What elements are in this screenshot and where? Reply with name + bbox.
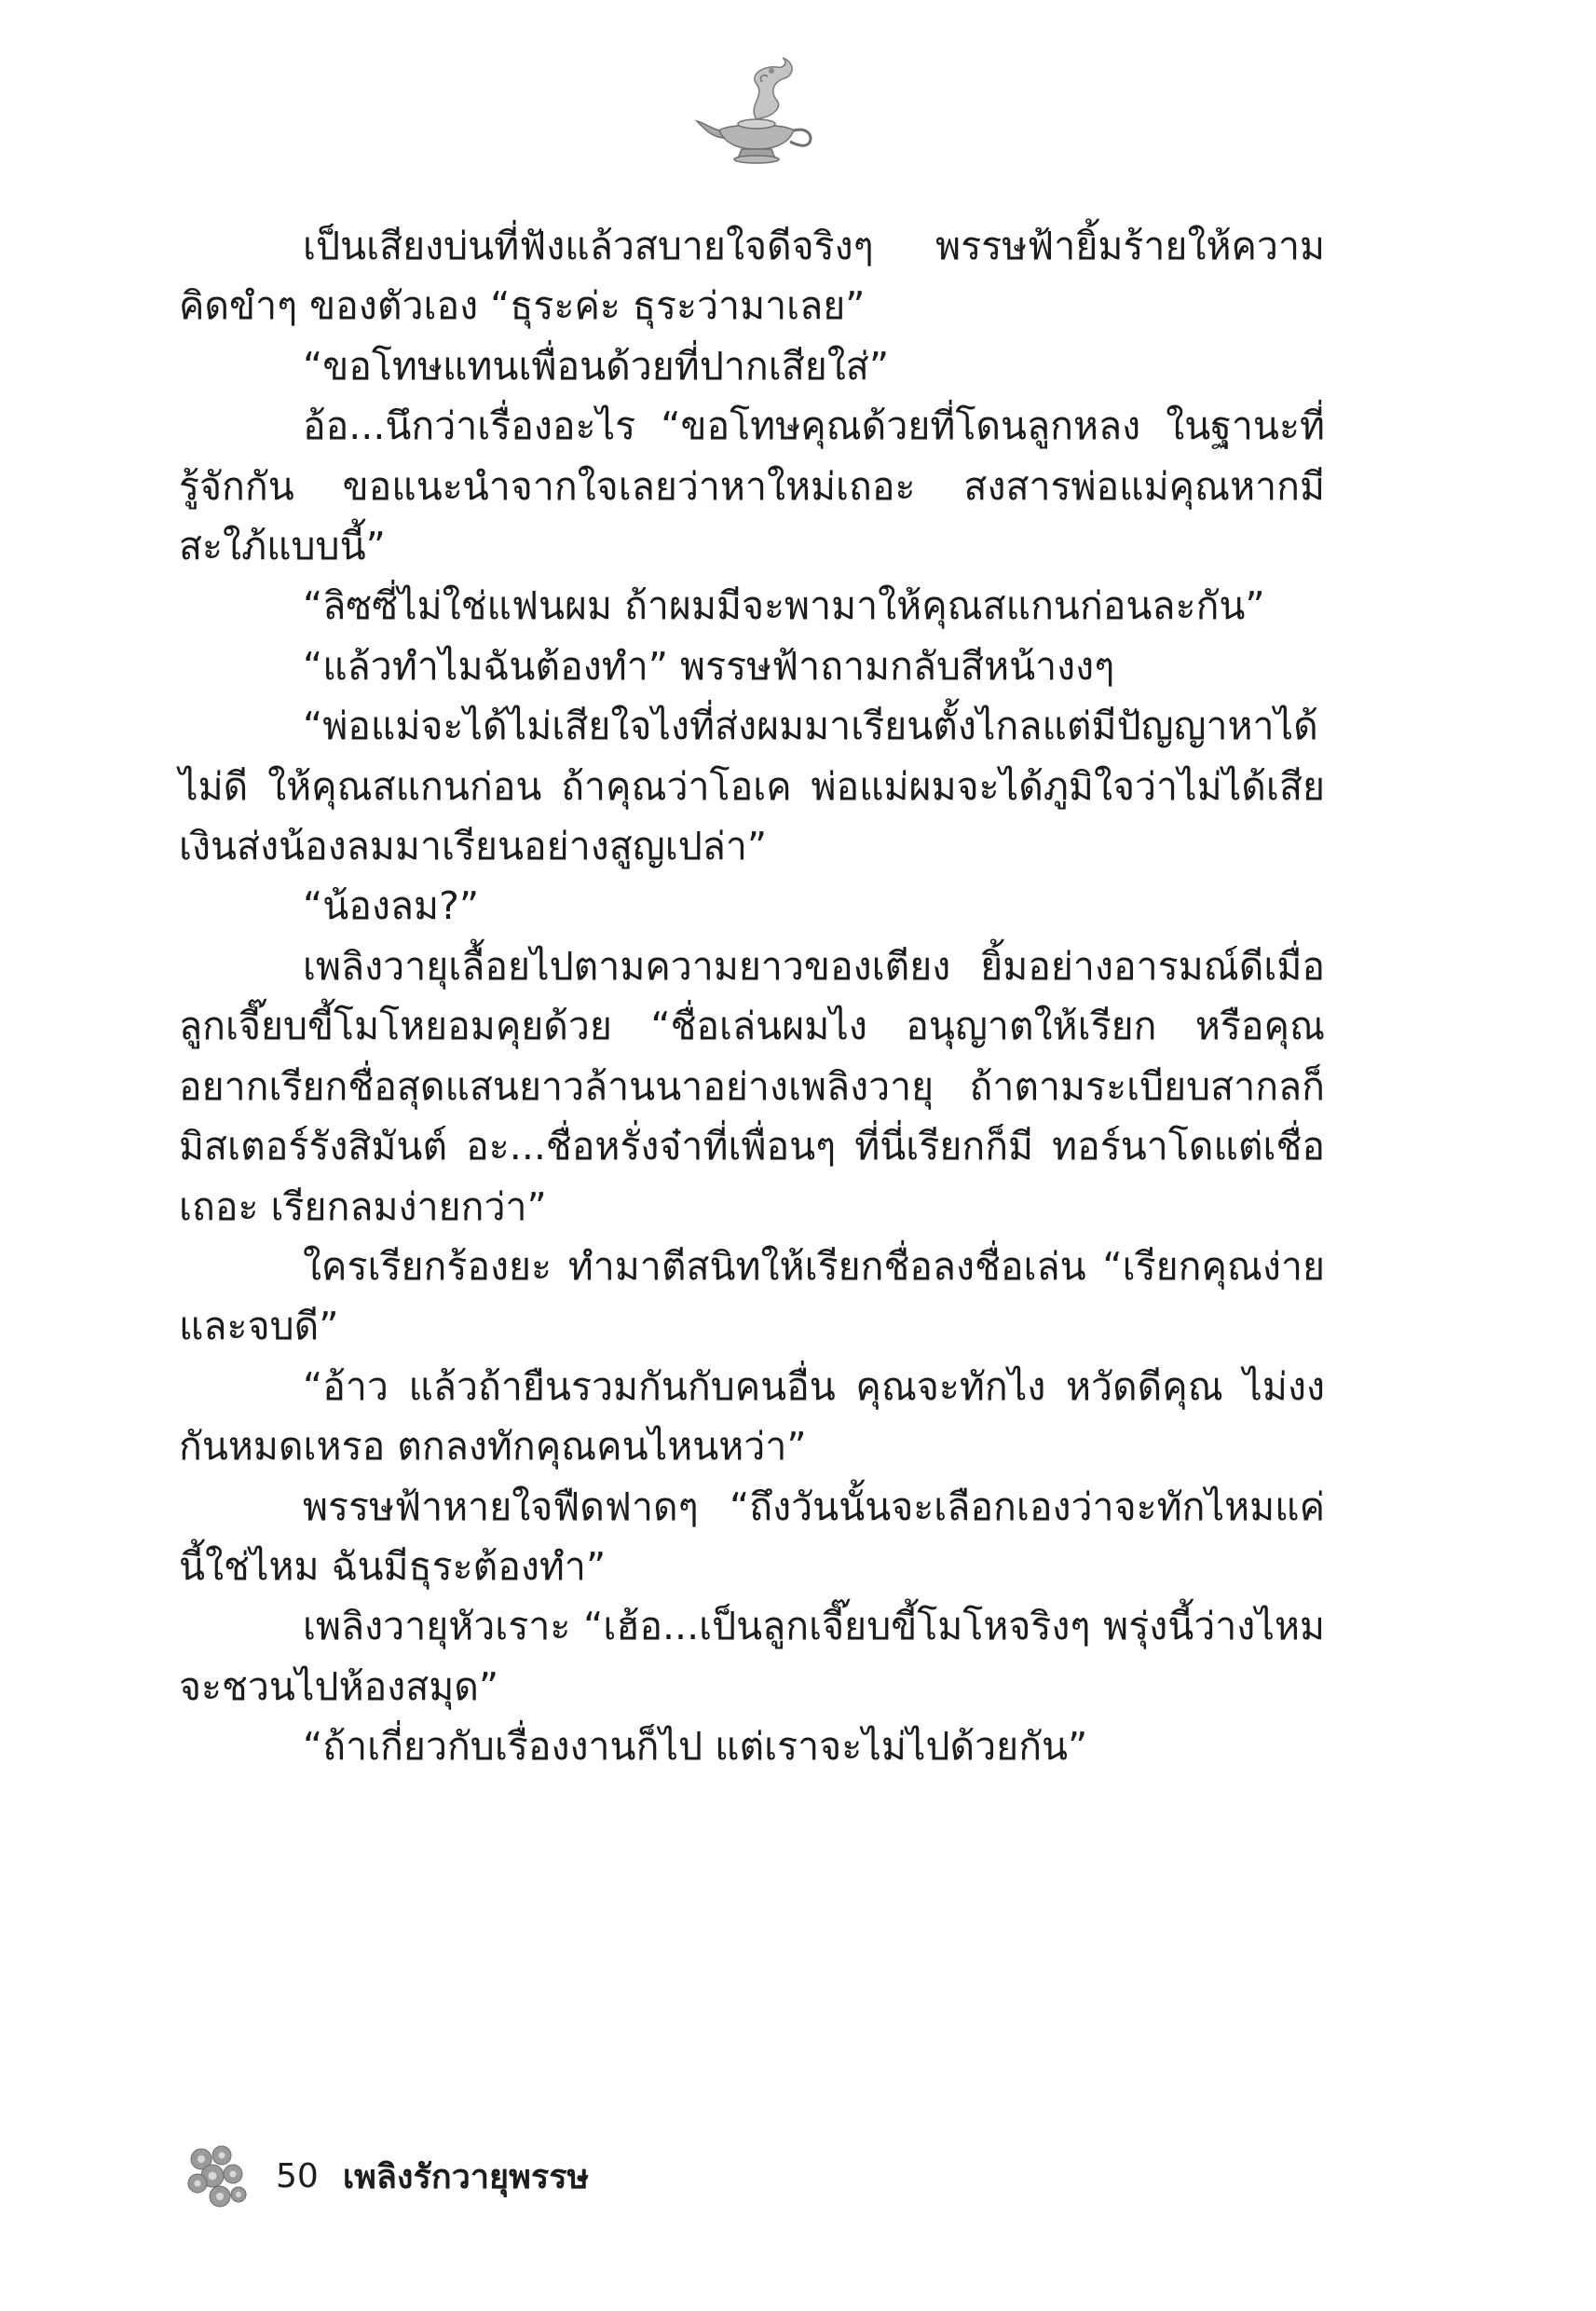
book-title: เพลิงรักวายุพรรษ xyxy=(342,2157,590,2196)
paragraph: “แล้วทำไมฉันต้องทำ” พรรษฟ้าถามกลับสีหน้างงๆ xyxy=(303,643,1115,689)
magic-lamp-genie-icon xyxy=(691,54,822,166)
body-text xyxy=(179,216,1325,1777)
paragraph: “อ้าว แล้วถ้ายืนรวมกันกับคนอื่น คุณจะทักไง หวัดดีคุณ ไม่งงกันหมดเหรอ ตกลงทักคุณคนไหนหว่า” xyxy=(179,1363,1325,1470)
paragraph: “พ่อแม่จะได้ไม่เสียใจไงที่ส่งผมมาเรียนตั้งไกลแต่มีปัญญาหาได้ไม่ดี ให้คุณสแกนก่อน ถ้าคุณว่าโอเค พ่อแม่ผมจะได้ภูมิใจว่าไม่ได้เสียเงินส่งน้องลมมาเรียนอย่างสูญเปล่า” xyxy=(179,704,1325,869)
paragraph: “ลิซซี่ไม่ใช่แฟนผม ถ้าผมมีจะพามาให้คุณสแกนก่อนละกัน” xyxy=(303,583,1265,629)
page-footer xyxy=(179,2134,589,2218)
paragraph: เพลิงวายุเลื้อยไปตามความยาวของเตียง ยิ้มอย่างอารมณ์ดีเมื่อลูกเจี๊ยบขี้โมโหยอมคุยด้วย “ชื่อเล่นผมไง อนุญาตให้เรียก หรือคุณอยากเรียกชื่อสุดแสนยาวล้านนาอย่างเพลิงวายุ ถ้าตามระเบียบสากลก็มิสเตอร์รังสิมันต์ อะ...ชื่อหรั่งจ๋าที่เพื่อนๆ ที่นี่เรียกก็มี ทอร์นาโดแต่เชื่อเถอะ เรียกลมง่ายกว่า” xyxy=(179,943,1325,1229)
paragraph: “ถ้าเกี่ยวกับเรื่องงานก็ไป แต่เราจะไม่ไปด้วยกัน” xyxy=(303,1724,1088,1770)
page-number: 50 xyxy=(276,2156,319,2195)
flower-cluster-icon xyxy=(179,2139,253,2213)
paragraph: เป็นเสียงบ่นที่ฟังแล้วสบายใจดีจริงๆ พรรษฟ้ายิ้มร้ายให้ความคิดขำๆ ของตัวเอง “ธุระค่ะ ธุระว่ามาเลย” xyxy=(179,224,1325,329)
paragraph: อ้อ...นึกว่าเรื่องอะไร “ขอโทษคุณด้วยที่โดนลูกหลง ในฐานะที่รู้จักกัน ขอแนะนำจากใจเลยว่าหาใหม่เถอะ สงสารพ่อแม่คุณหากมีสะใภ้แบบนี้” xyxy=(179,403,1325,569)
paragraph: เพลิงวายุหัวเราะ “เฮ้อ...เป็นลูกเจี๊ยบขี้โมโหจริงๆ พรุ่งนี้ว่างไหมจะชวนไปห้องสมุด” xyxy=(179,1604,1325,1709)
paragraph: ใครเรียกร้องยะ ทำมาตีสนิทให้เรียกชื่อลงชื่อเล่น “เรียกคุณง่ายและจบดี” xyxy=(179,1243,1325,1349)
paragraph: พรรษฟ้าหายใจฟืดฟาดๆ “ถึงวันนั้นจะเลือกเองว่าจะทักไหมแค่นี้ใช่ไหม ฉันมีธุระต้องทำ” xyxy=(179,1484,1325,1589)
paragraph: “ขอโทษแทนเพื่อนด้วยที่ปากเสียใส่” xyxy=(303,343,890,389)
paragraph: “น้องลม?” xyxy=(303,883,480,929)
